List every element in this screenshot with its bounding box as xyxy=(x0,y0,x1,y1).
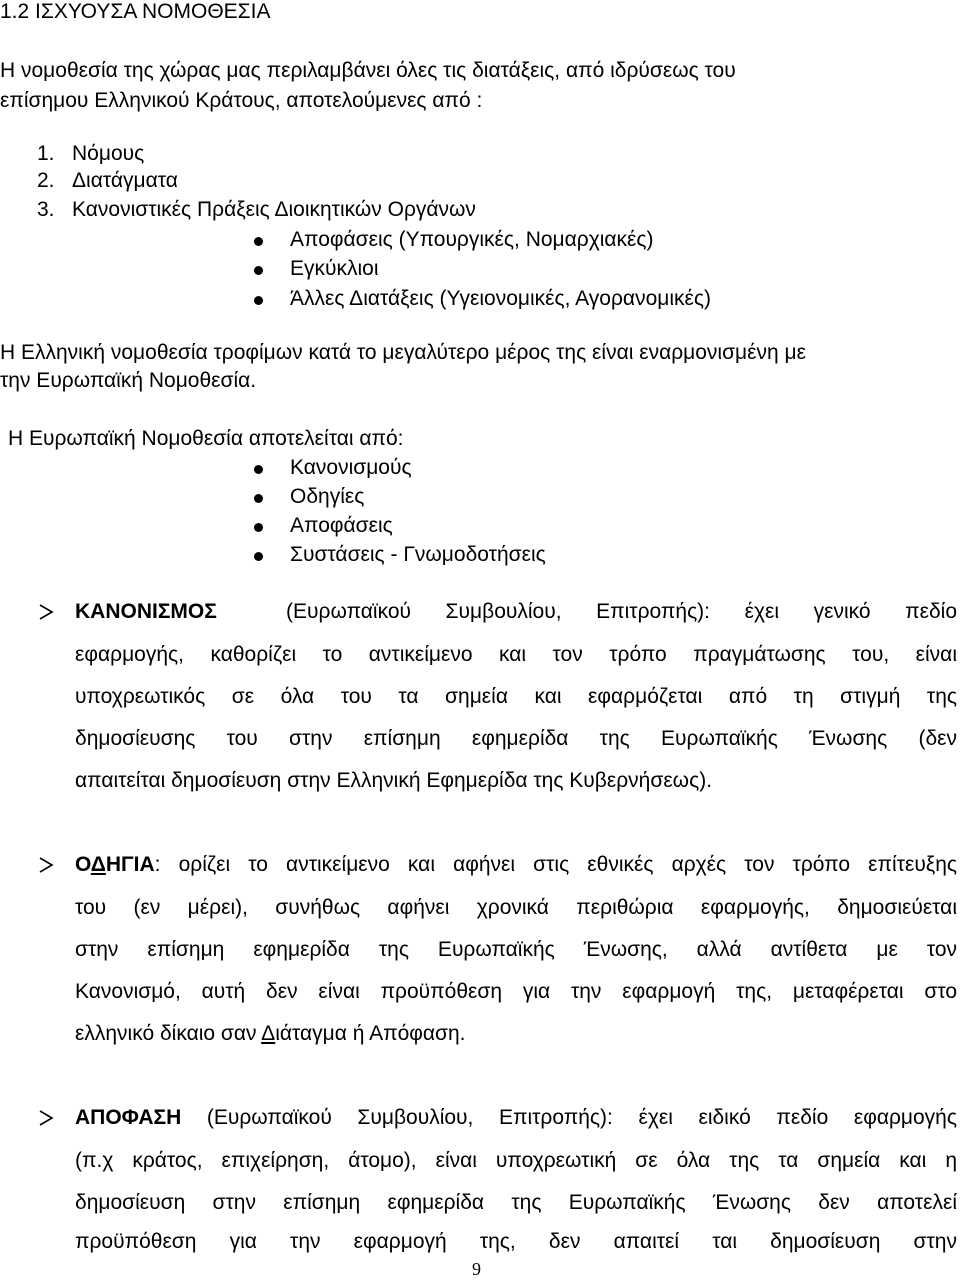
list-number: 3. xyxy=(37,198,55,221)
list-item: Οδηγίες xyxy=(290,485,365,508)
harmonization-line-1: Η Ελληνική νομοθεσία τροφίμων κατά το μεγαλύτερο μέρος της είναι εναρμονισμένη με xyxy=(0,341,806,364)
bullet-icon xyxy=(254,465,263,474)
list-item: Άλλες Διατάξεις (Υγειονομικές, Αγορανομικές) xyxy=(290,287,711,310)
directive-title: ΟΔΗΓΙΑ xyxy=(75,853,155,876)
list-number: 2. xyxy=(37,169,55,192)
arrow-bullet-icon xyxy=(38,1110,54,1131)
regulation-title: ΚΑΝΟΝΙΣΜΟΣ xyxy=(75,600,217,623)
regulation-line-1: ΚΑΝΟΝΙΣΜΟΣ (Ευρωπαϊκού Συμβουλίου, Επιτροπής): έχει γενικό πεδίο xyxy=(75,600,957,623)
intro-line-2: επίσημου Ελληνικού Κράτους, αποτελούμενες από : xyxy=(0,89,483,112)
list-item: Κανονιστικές Πράξεις Διοικητικών Οργάνων xyxy=(72,198,476,221)
list-item: Αποφάσεις xyxy=(290,514,393,537)
bullet-icon xyxy=(254,237,263,246)
bullet-icon xyxy=(254,523,263,532)
directive-line-1: ΟΔΗΓΙΑ: ορίζει το αντικείμενο και αφήνει στις εθνικές αρχές τον τρόπο επίτευξης xyxy=(75,853,957,876)
regulation-line: υποχρεωτικός σε όλα του τα σημεία και εφαρμόζεται από τη στιγμή της xyxy=(75,685,957,708)
eu-intro: Η Ευρωπαϊκή Νομοθεσία αποτελείται από: xyxy=(8,427,404,450)
section-heading: 1.2 ΙΣΧΥΟΥΣΑ ΝΟΜΟΘΕΣΙΑ xyxy=(0,0,271,23)
list-item: Κανονισμούς xyxy=(290,456,412,479)
decision-line-1: ΑΠΟΦΑΣΗ (Ευρωπαϊκού Συμβουλίου, Επιτροπής): έχει ειδικό πεδίο εφαρμογής xyxy=(75,1106,957,1129)
bullet-icon xyxy=(254,494,263,503)
decision-title: ΑΠΟΦΑΣΗ xyxy=(75,1106,182,1129)
decision-line: (π.χ κράτος, επιχείρηση, άτομο), είναι υποχρεωτική σε όλα της τα σημεία και η xyxy=(75,1149,957,1172)
regulation-line: δημοσίευσης του στην επίσημη εφημερίδα της Ευρωπαϊκής Ένωσης (δεν xyxy=(75,727,957,750)
bullet-icon xyxy=(254,296,263,305)
directive-line: στην επίσημη εφημερίδα της Ευρωπαϊκής Ένωσης, αλλά αντίθετα με τον xyxy=(75,938,957,961)
arrow-bullet-icon xyxy=(38,857,54,878)
page-number: 9 xyxy=(472,1259,481,1279)
harmonization-line-2: την Ευρωπαϊκή Νομοθεσία. xyxy=(0,369,257,392)
bullet-icon xyxy=(254,266,263,275)
regulation-line: εφαρμογής, καθορίζει το αντικείμενο και τον τρόπο πραγμάτωσης του, είναι xyxy=(75,643,957,666)
list-item: Εγκύκλιοι xyxy=(290,257,379,280)
decision-line: προϋπόθεση για την εφαρμογή της, δεν απαιτεί ται δημοσίευση στην xyxy=(75,1230,957,1253)
bullet-icon xyxy=(254,552,263,561)
list-item: Συστάσεις - Γνωμοδοτήσεις xyxy=(290,543,546,566)
list-number: 1. xyxy=(37,142,55,165)
list-item: Διατάγματα xyxy=(72,169,178,192)
directive-line: του (εν μέρει), συνήθως αφήνει χρονικά περιθώρια εφαρμογής, δημοσιεύεται xyxy=(75,896,957,919)
decision-line: δημοσίευση στην επίσημη εφημερίδα της Ευρωπαϊκής Ένωσης δεν αποτελεί xyxy=(75,1191,957,1214)
intro-line-1: Η νομοθεσία της χώρας μας περιλαμβάνει όλες τις διατάξεις, από ιδρύσεως του xyxy=(0,59,736,82)
list-item: Αποφάσεις (Υπουργικές, Νομαρχιακές) xyxy=(290,228,654,251)
list-item: Νόμους xyxy=(72,142,145,165)
directive-line: ελληνικό δίκαιο σαν Διάταγμα ή Απόφαση. xyxy=(75,1022,466,1045)
regulation-line: απαιτείται δημοσίευση στην Ελληνική Εφημερίδα της Κυβερνήσεως). xyxy=(75,769,713,792)
directive-line: Κανονισμό, αυτή δεν είναι προϋπόθεση για την εφαρμογή της, μεταφέρεται στο xyxy=(75,980,957,1003)
arrow-bullet-icon xyxy=(38,604,54,625)
